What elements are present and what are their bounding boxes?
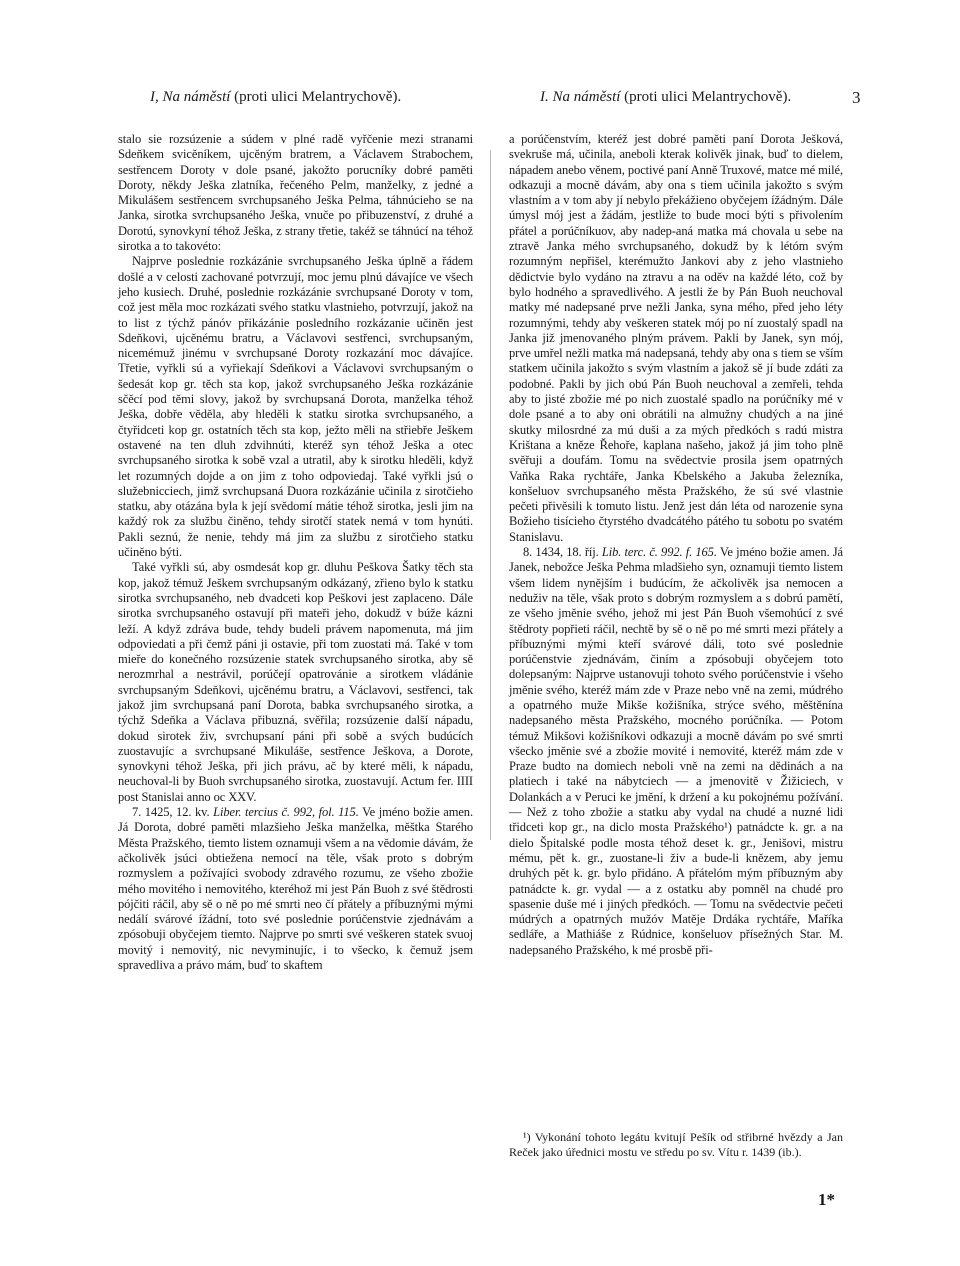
paragraph	[118, 560, 473, 805]
header-right-place: I. Na náměstí	[540, 89, 621, 105]
left-column	[118, 132, 473, 973]
paragraph-text: Najprve poslednie rozkázánie svrchupsaného Ješka úplně a řádem došlé a v celosti zachované potvrzují, moc jemu plnú dávajíce ve všech jeho kusiech. Druhé, poslednie rozkázánie svrchupsané Doroty v tom, což jest měla moc rozkázati svého statku vlastnieho, potvrzují, jakož na to list z týchž pánóv přikázánie posledního rozkázanie učiněn jest Sdeňkovi, ujcěnému bratru, a Václavovi sestřenci, svrchupsaným, nicemémuž jinému v svrchupsané Doroty rozkazání moc dávajíce. Třetie, vyřkli sú a vyřiekají Sdeňkovi a Václavovi svrchupsaným o šedesát kop gr. těch sta kop, jakož svrchupsaného Ješka rozkázánie sčěcí pod těmi slovy, jakož by svrchupsaná Dorota, manželka téhož Ješka, dobře věděla, aby hleděli k statku sirotka svrchupsaného, a čtyřidceti kop gr. ostatních těch sta kop, ježto měli na střiebře Ješkem ostavené na ten dluh zdvihnúti, kteréž syn téhož Ješka a otec svrchupsaného sirotka k sobě vzal a utratil, aby k sirotku hleděli, když let rozumných dojde a on jim z toho odpoviedaj. Také vyřkli jsú o služebnicciech, jimž svrchupsaná Duora rozkázánie učinila z sirotčieho statku, aby otázána byla k její svědomí mátie téhož sirotka, jesli jim na každý rok za službu činěno, tehdy sirotčí statek nemá v tom hynúti. Pakli seznú, že nenie, tehdy má jim za službu z sirotčieho statku učiněno býti.	[118, 254, 473, 560]
running-header-left	[150, 88, 401, 106]
paragraph	[118, 254, 473, 560]
paragraph-text: stalo sie rozsúzenie a súdem v plné radě vyřčenie mezi stranami Sdeňkem svicěníkem, ujcěným bratrem, a Václavem Strabochem, sestřencem Doroty v dole psané, jakožto porucníky dobré paměti Doroty, někdy Ješka zlatníka, řečeného Pelm, manželky, z jedné a Mikulášem sestřencem svrchupsaného Ješka Pelma, táhnúcieho se na Janka, sirotka svrchupsaného Ješka, vnuče po přibuzenství, z druhé a Dorotú, synovkyní téhož Ješka, z strany třetie, takéž se táhnúcí na téhož sirotka a to takovéto:	[118, 132, 473, 254]
header-left-place: I, Na náměstí	[150, 89, 231, 105]
entry-date: 8. 1434, 18. říj.	[523, 545, 602, 560]
entry-source: Liber. tercius č. 992, fol. 115.	[213, 805, 359, 820]
numbered-entry	[118, 805, 473, 973]
entry-source: Lib. terc. č. 992. f. 165.	[601, 545, 717, 560]
footnote-text: ¹) Vykonání tohoto legátu kvitují Pešík od střibrné hvězdy a Jan Reček jako úřednici mostu ve středu po sv. Vítu r. 1439 (ib.).	[509, 1130, 843, 1159]
paragraph-text: Ve jméno božie amen. Já Janek, nebožce Ješka Pehma mladšieho syn, oznamuji tiemto listem všem lidem nynějším i budúcím, že ačkolivěk jsa nemocen a neduživ na těle, však proto s dobrým rozmyslem a s dobrú pamětí, ze všeho jměnie svého, jehož mi jest Pán Buoh všemohúcí z své štědroty popřieti ráčil, nechtě by sě o ně po mé smrti mezi přátely a příbuznými mými kteří svárové dáli, toto své poslednie porúčenstvie zjednávám, činím a zpósobuji obyčejem toto dolepsaným: Najprve ustanovuji tohoto svého porúčenstvie i všeho jměnie svého, kteréž mám zde v Praze nebo vně na zemi, múdrého a opatrného muže Mikše kožišníka, strýce svého, měštěnína nadepsaného města Pražského, mocného porúčníka. — Potom témuž Mikšovi kožišníkovi odkazuji a mocně dávám po své smrti všecko jměnie své a zbožie movité i nemovité, kteréž mám zde v Praze budto na domiech neboli vně na zemi na dědinách a na platiech i také na nábytciech — a jmenovitě v Žižiciech, v Dolankách a v Peruci ke jmění, k držení a ku pokojnému požívání. — Než z toho zbožie a statku aby vydal na chudé a nuzné lidi třidceti kop gr., na diclo mosta Pražského¹) patnádcte k. gr. a na dielo Špitalské podle mosta téhož deset k. gr., Jenišovi, mistru mému, pět k. gr., zuostane-li živ a bude-li knězem, aby jemu druhých pět k. gr. bylo přidáno. A přátelóm mým příbuzným aby patnádcte k. gr. vydal — a z ostatku aby pomněl na chudé pro spasenie duše mé i jiných předkóch. — Tomu na svědectvie pečeti múdrých a opatrných mužóv Matěje Drdáka rychtáře, Maříka sedláře, a Mathiáše z Rúdnice, konšeluov přísežných Star. M. nadepsaného Pražského, k mé prosbě při-	[509, 545, 843, 957]
running-header-right	[540, 88, 791, 106]
column-divider	[490, 150, 491, 840]
numbered-entry	[509, 545, 843, 958]
footnote	[509, 1130, 843, 1160]
signature-mark: 1*	[818, 1190, 835, 1209]
paragraph	[118, 132, 473, 254]
paragraph-text: a porúčenstvím, kteréž jest dobré paměti paní Dorota Ješková, svekruše má, učinila, aneboli kterak kolivěk jinak, buď to dielem, nápadem anebo věnem, poctivé paní Anně Truxové, matce mé milé, odkazuji a mocně dávám, aby ona s tiem učinila jakožto s svým vlastním a v tom aby jí nebylo překážieno obyčejem ížádným. Dále úmysl mój jest a žádám, jestliže to bude moci býti s přivolením přátel a porúčníkuov, aby nadep-aná matka má chovala u sebe na ztravě Janka mého svrchupsaného, dokudž by k létóm svým rozumným nepřišel, kterémužto Jankovi aby z jeho vlastnieho dědictvie bylo vydáno na ztravu a na oděv na každé léto, což by bylo hodného a spravedlivého. A jestli že by Pán Buoh neuchoval matky mé nadepsané prve nežli Janka, syna mého, před jeho léty rozumnými, tehdy aby veškeren statek mój po ní zuostalý spadl na Janka již jmenovaného plným právem. Pakli by Janek, syn mój, prve umřel nežli matka má nadepsaná, tehdy aby ona s tiem se vším statkem učinila jakožto s svým vlastním a jakož sě jí bude zdáti za podobné. Pakli by jich obú Pán Buoh neuchoval a zemřeli, tehda aby to jisté zbožie mé po nich zuostalé spadlo na porúčníky mé v dole psané a to aby oni obrátili na almužny chudých a na jiné skutky milosrdné za mú duši a za mých předkóch s radú mistra Krištana a kněze Řehoře, kaplana našeho, jakož já jim toho plně svěřuji a doufám. Tomu na svědectvie prosila jsem opatrných Vaňka Raka rychtáře, Janka Kbelského a Jakuba železníka, konšeluov svrchupsaného města Pražského, že sú své vlastnie pečeti přivěsili k tomuto listu. Jenž jest dán léta od narozenie syna Božieho tisícieho čtyrstého dvadcátého pátého tu sobotu po svatém Stanislavu.	[509, 132, 843, 544]
paragraph	[509, 132, 843, 545]
header-right-street: (proti ulici Melantrychově).	[620, 89, 792, 105]
right-column	[509, 132, 843, 958]
page-number: 3	[852, 88, 861, 107]
paragraph-text: Také vyřkli sú, aby osmdesát kop gr. dluhu Peškova Šatky těch sta kop, jakož témuž Ješkem svrchupsaným odkázaný, zřieno bylo k statku sirotka svrchupsaného, neb dvadceti kop Peškovi jest zaplaceno. Dále sirotka svrchupsaného ostavují při mateři jeho, dokudž v búže kázni leží. A když zdráva bude, tehdy budeli právem napomenuta, má jim odpoviedati a při čemž páni ji ostavie, při tom zuostati má. Také v tom mieře do konečného rozsúzenie statek svrchupsaného sirotka, aby sě nerozmrhal a nestrávil, porúčejí opatrovánie a sirotkem vládánie svrchupsaným Sdeňkovi, ujcěnému bratru, a Václavovi, sestřenci, tak jakož jim svrchupsaná paní Dorota, babka svrchupsaného sirotka, a týchž Sdeňka a Václava přibuzná, svěřila; rozsúzenie další nápadu, dokud sirotek živ, svrchupsaní páni při sobě a svých budúcích zuostavujíc a svrchupsané Mikuláše, sestřence Ješkova, a Dorote, synovkyni téhož Ješka, při jich právu, ač by které měli, k nápadu, neuchoval-li by Buoh svrchupsaného sirotka, zuostavují. Actum fer. IIII post Stanislai anno oc XXV.	[118, 560, 473, 804]
entry-date: 7. 1425, 12. kv.	[132, 805, 214, 820]
paragraph-text: Ve jméno božie amen. Já Dorota, dobré paměti mlazšieho Ješka manželka, měštka Starého Města Pražského, tiemto listem oznamuji všem a na vědomie dávám, že ačkolivěk jsúci obtiežena nemocí na těle, však proto s dobrým rozmyslem a požívajíci svobody zdravého rozumu, ze všeho zbožie mého movitého i nemovitého, kteréhož mi jest Pán Buoh z své štědrosti pójčiti ráčil, aby sě o ně po mé smrti neo čí přátely a příbuznými mými nedálí svárové ížádní, toto své poslednie porúčenstvie zjednávám a zpósobuji obyčejem tiemto. Najprve po smrti své veškeren statek svuoj movitý i nemovitý, nic nevyminujíc, i to všecko, k čemuž jsem spravedliva a právo mám, buď to skaftem	[118, 805, 473, 973]
header-left-street: (proti ulici Melantrychově).	[230, 89, 402, 105]
